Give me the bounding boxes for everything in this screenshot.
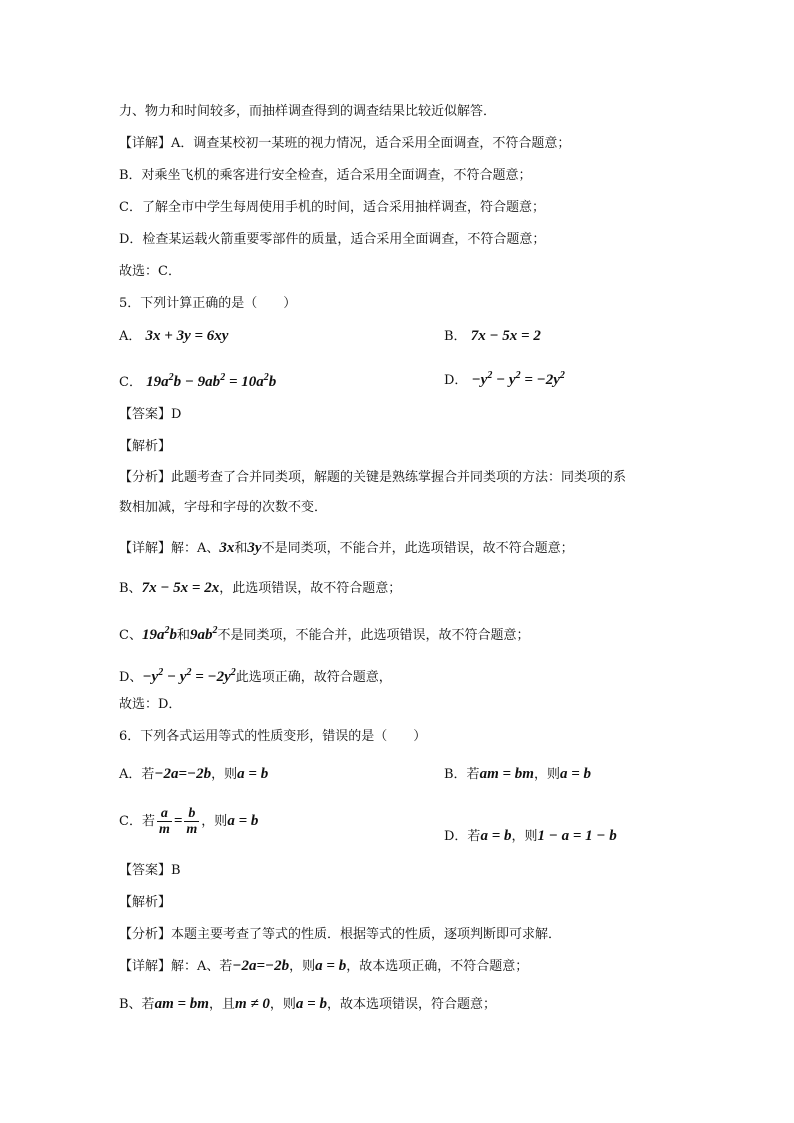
q6-option-c [119, 806, 258, 837]
equals-sign: = [173, 813, 183, 829]
connector: ，则 [533, 767, 560, 782]
math-expression: $19a^2b$ [141, 625, 177, 643]
detail-suffix: ，此选项错误，故不符合题意； [219, 581, 402, 596]
math-expression: $9ab^2$ [189, 625, 218, 643]
fraction: $\frac{b}{m}$ [186, 806, 198, 837]
math-expression: a = b [295, 996, 327, 1012]
detail-c [119, 623, 529, 644]
option-label: A．若 [119, 767, 155, 782]
connector: ，则 [201, 814, 228, 829]
q5-option-b [444, 328, 541, 345]
math-expression: 7x − 5x = 2x [141, 580, 220, 596]
math-expression: 7x − 5x = 2 [470, 328, 541, 344]
option-label: A． [119, 329, 142, 344]
analysis-heading: 【解析】 [119, 439, 172, 454]
detail-prefix: D、 [119, 670, 143, 685]
text-line: C．了解全市中学生每周使用手机的时间，适合采用抽样调查，符合题意； [119, 200, 545, 215]
question-6-stem: 6．下列各式运用等式的性质变形，错误的是（ ） [119, 729, 427, 744]
math-expression: a = b [480, 828, 512, 844]
math-expression: 3y [247, 540, 262, 556]
detail-suffix: 不是同类项，不能合并，此选项错误，故不符合题意； [217, 628, 530, 643]
detail-b [119, 580, 401, 597]
conjunction: 和 [234, 541, 248, 556]
math-expression: 1 − a = 1 − b [537, 828, 617, 844]
option-label: C．若 [119, 814, 155, 829]
math-expression: a = b [559, 766, 592, 782]
option-label: B．若 [444, 767, 480, 782]
q6-detail-b [119, 996, 496, 1013]
math-expression: a = b [315, 958, 347, 974]
math-expression: am = bm [479, 766, 534, 782]
detail-prefix: 【详解】解：A、 [119, 541, 220, 556]
math-expression: −2a=−2b [232, 958, 290, 974]
question-5-stem: 5．下列计算正确的是（ ） [119, 296, 297, 311]
text-line: D．检查某运载火箭重要零部件的质量，适合采用全面调查，不符合题意； [119, 232, 546, 247]
detail-prefix: 【详解】解：A、若 [119, 959, 233, 974]
text-line: 【详解】A．调查某校初一某班的视力情况，适合采用全面调查，不符合题意； [119, 136, 571, 151]
q6-detail-a [119, 958, 528, 975]
detail-suffix: 不是同类项，不能合并，此选项错误，故不符合题意； [261, 541, 574, 556]
math-expression: $-y^2 - y^2 = -2y^2$ [471, 370, 565, 388]
answer: 【答案】B [119, 863, 181, 878]
math-expression: −2a=−2b [154, 766, 212, 782]
math-expression: $-y^2 - y^2 = -2y^2$ [142, 667, 236, 685]
q6-option-d [444, 828, 617, 845]
math-expression: a = b [227, 813, 259, 829]
choose-line: 故选：D． [119, 697, 182, 712]
q5-option-c [119, 370, 276, 391]
connector: ，且 [208, 997, 235, 1012]
detail-prefix: B、 [119, 581, 142, 596]
detail-prefix: C、 [119, 628, 142, 643]
conjunction: 和 [176, 628, 190, 643]
math-expression: $19a^2b - 9ab^2 = 10a^2b$ [146, 372, 277, 390]
option-label: D．若 [444, 829, 481, 844]
q5-option-d [444, 368, 565, 389]
analysis-heading: 【解析】 [119, 895, 172, 910]
detail-suffix: ，故本选项错误，符合题意； [326, 997, 496, 1012]
math-expression: 3x [219, 540, 235, 556]
option-label: B． [444, 329, 467, 344]
connector: ，则 [289, 959, 316, 974]
connector: ，则 [211, 767, 238, 782]
analysis-text: 数相加减，字母和字母的次数不变． [119, 500, 328, 515]
connector: ，则 [511, 829, 538, 844]
detail-suffix: ，故本选项正确，不符合题意； [346, 959, 529, 974]
q6-option-a [119, 766, 268, 783]
math-expression: m ≠ 0 [234, 996, 270, 1012]
answer: 【答案】D [119, 407, 182, 422]
math-expression: 3x + 3y = 6xy [145, 328, 229, 344]
text-line: B．对乘坐飞机的乘客进行安全检查，适合采用全面调查，不符合题意； [119, 168, 532, 183]
detail-suffix: 此选项正确，故符合题意， [235, 670, 392, 685]
analysis-text: 【分析】此题考查了合并同类项，解题的关键是熟练掌握合并同类项的方法：同类项的系 [119, 470, 627, 485]
option-label: C． [119, 375, 142, 390]
math-expression: am = bm [154, 996, 209, 1012]
analysis-text: 【分析】本题主要考查了等式的性质．根据等式的性质，逐项判断即可求解． [119, 927, 562, 942]
connector: ，则 [269, 997, 296, 1012]
detail-a [119, 540, 574, 557]
q6-option-b [444, 766, 591, 783]
text-line: 力、物力和时间较多，而抽样调查得到的调查结果比较近似解答． [119, 104, 497, 119]
detail-prefix: B、若 [119, 997, 155, 1012]
fraction: $\frac{a}{m}$ [158, 806, 170, 837]
text-line: 故选：C． [119, 264, 181, 279]
q5-option-a [119, 328, 228, 345]
option-label: D． [444, 373, 468, 388]
math-expression: a = b [237, 766, 269, 782]
detail-d [119, 665, 392, 686]
